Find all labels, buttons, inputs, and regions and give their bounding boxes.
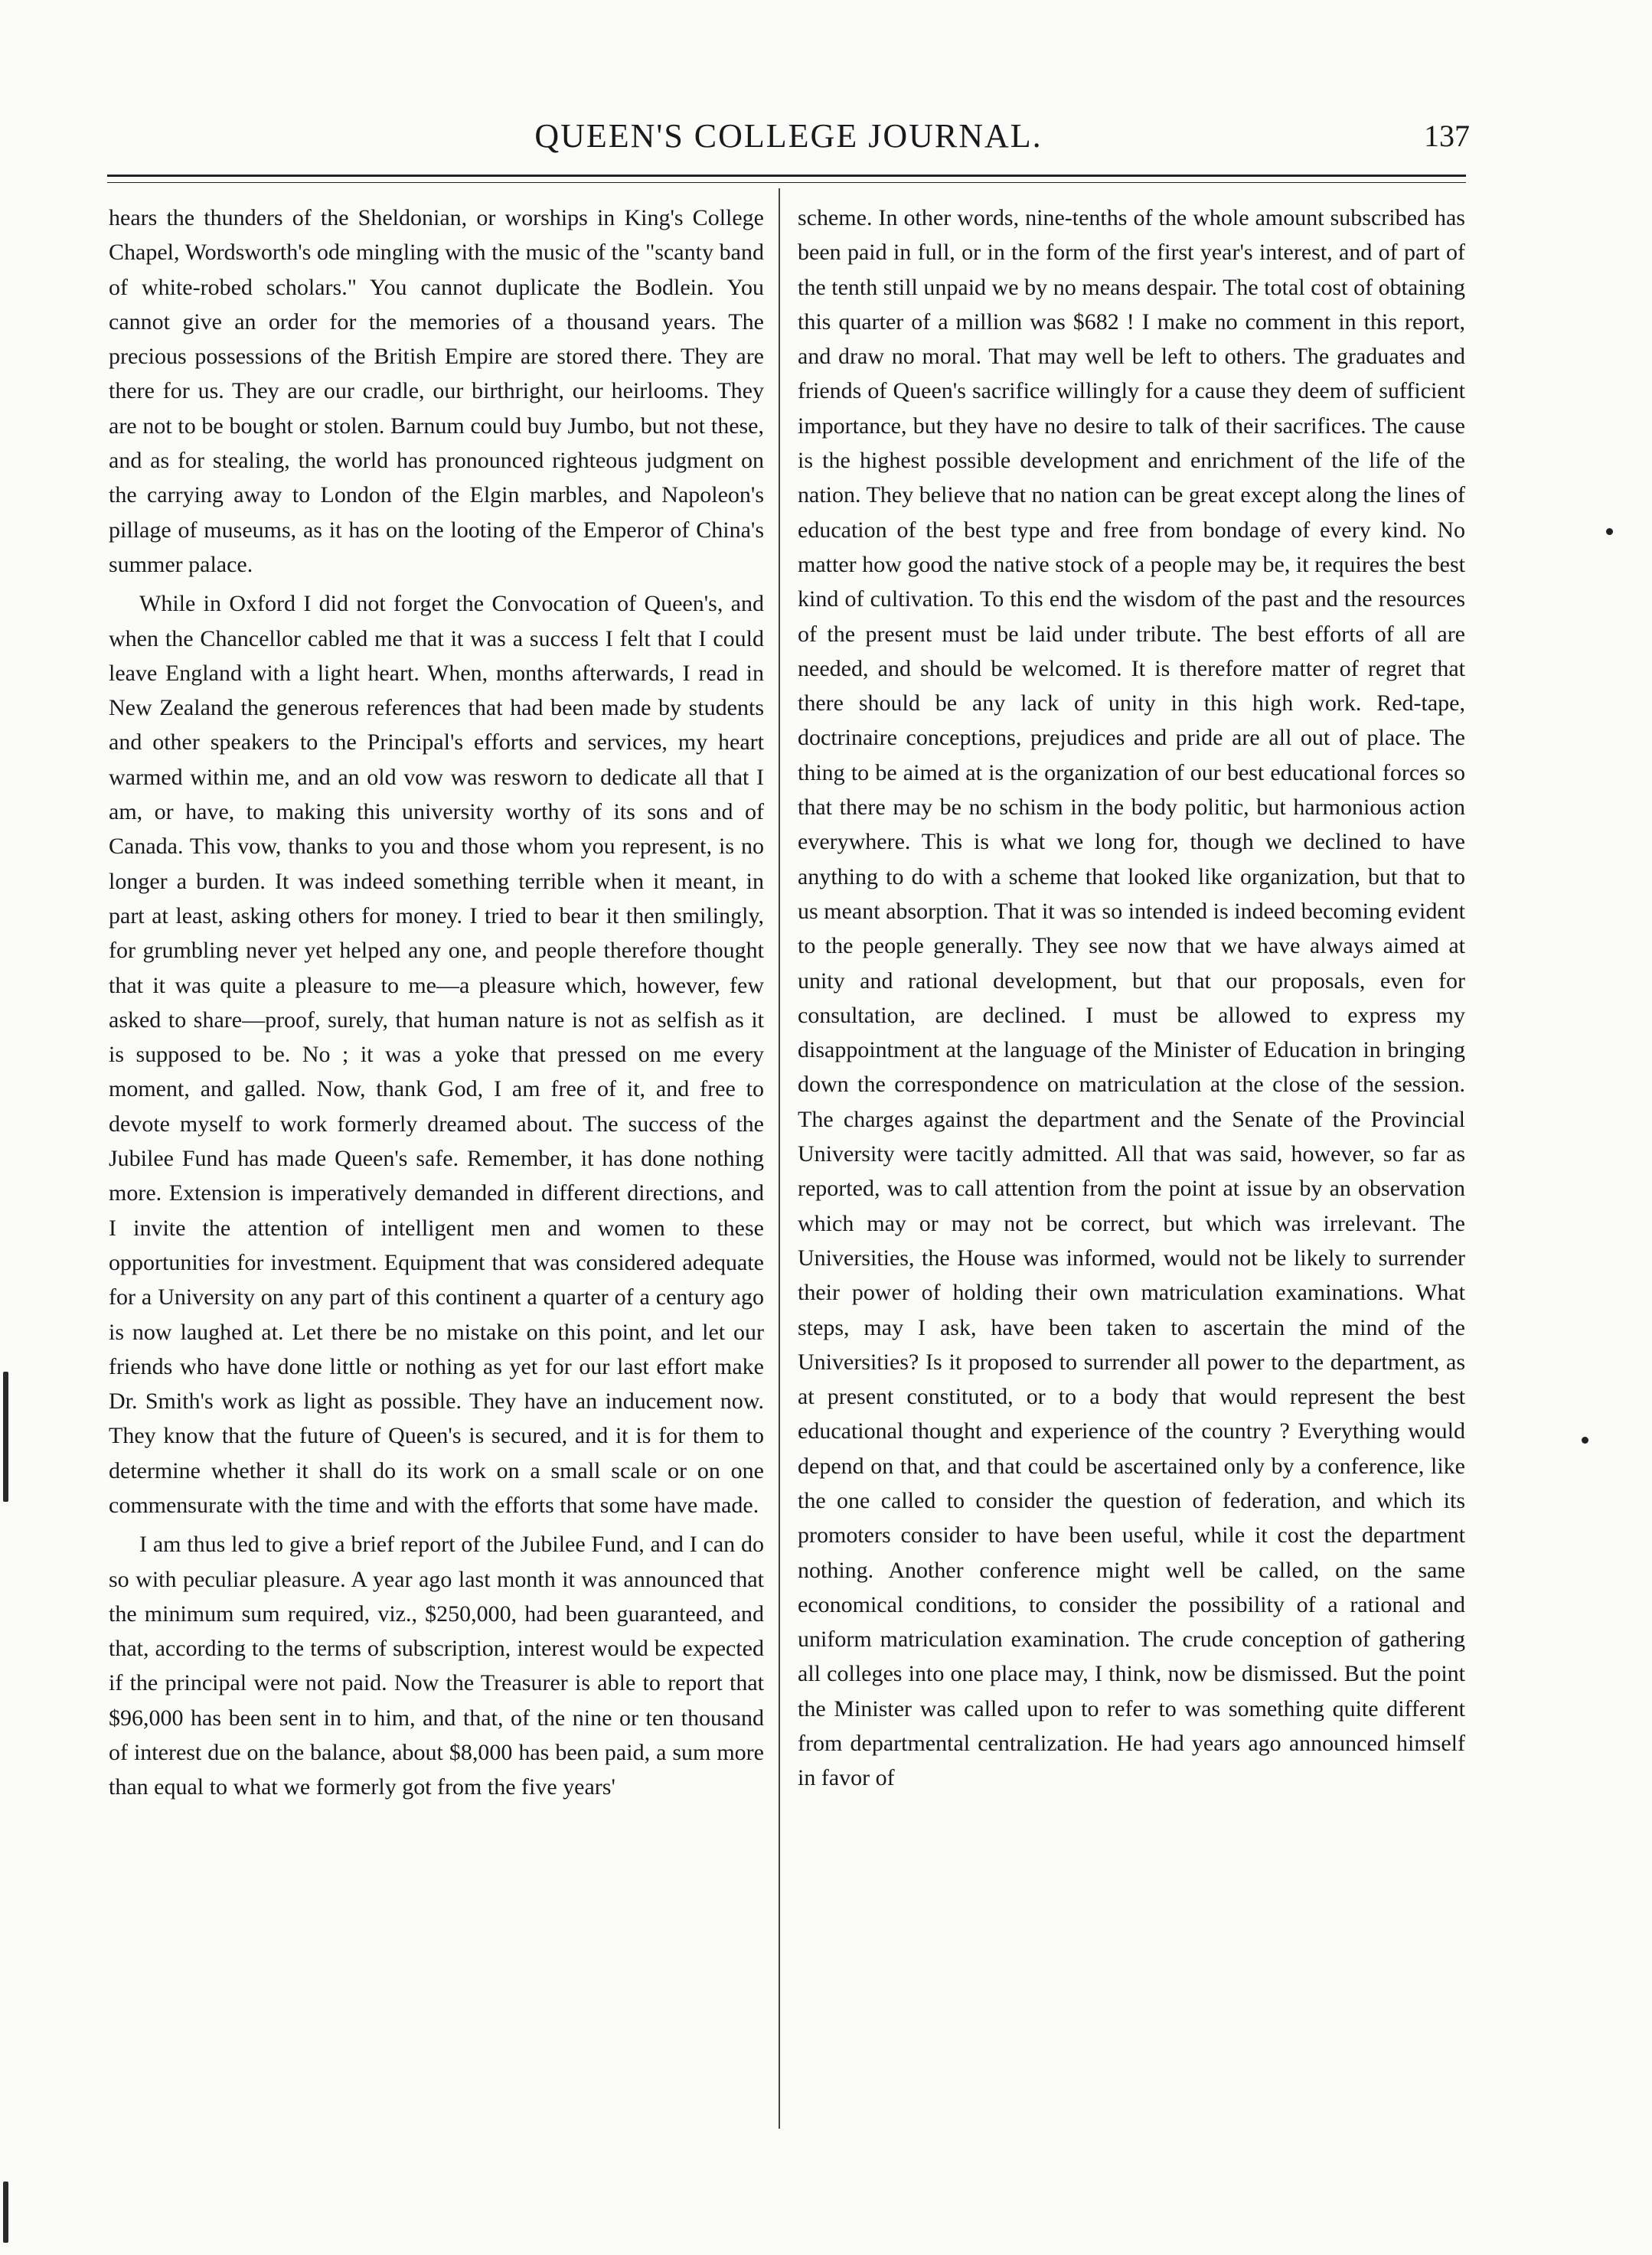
scan-edge-mark <box>3 2182 8 2243</box>
scan-speck <box>1582 1437 1588 1444</box>
scan-speck <box>1606 528 1613 535</box>
column-divider <box>779 188 780 2129</box>
right-paragraph-1: scheme. In other words, nine-tenths of the whole amount subscribed has been paid in full, or in the form of the first year's interest, and of part of the tenth still unpaid we by no means despair. The total cost of obtaining this quarter of a million was $682 ! I make no comment in this report, and draw no moral. That may well be left to others. The graduates and friends of Queen's sacrifice willingly for a cause they deem of sufficient importance, but they have no desire to talk of their sacrifices. The cause is the highest possible development and enrichment of the life of the nation. They believe that no nation can be great except along the lines of education of the best type and free from bondage of every kind. No matter how good the native stock of a people may be, it requires the best kind of cultivation. To this end the wisdom of the past and the resources of the present must be laid under tribute. The best efforts of all are needed, and should be welcomed. It is therefore matter of regret that there should be any lack of unity in this high work. Red-tape, doctrinaire conceptions, prejudices and pride are all out of place. The thing to be aimed at is the organization of our best educational forces so that there may be no schism in the body politic, but harmonious action everywhere. This is what we long for, though we declined to have anything to do with a scheme that looked like organization, but that to us meant absorption. That it was so intended is indeed becoming evident to the people generally. They see now that we have always aimed at unity and rational development, but that our proposals, even for consultation, are declined. I must be allowed to express my disappointment at the language of the Minister of Education in bringing down the correspondence on matriculation at the close of the session. The charges against the department and the Senate of the Provincial University were tacitly admitted. All that was said, however, so far as reported, was to call attention from the point at issue by an observation which may or may not be correct, but which was irrelevant. The Universities, the House was informed, would not be likely to surrender their power of holding their own matriculation examinations. What steps, may I ask, have been taken to ascertain the mind of the Universities? Is it proposed to surrender all power to the department, as at present constituted, or to a body that would represent the best educational thought and experience of the country ? Everything would depend on that, and that could be ascertained only by a conference, like the one called to consider the question of federation, and which its promoters consider to have been useful, while it cost the department nothing. Another conference might well be called, on the same economical conditions, to consider the possibility of a rational and uniform matriculation examination. The crude conception of gathering all colleges into one place may, I think, now be dismissed. But the point the Minister was called upon to refer to was something quite different from departmental centralization. He had years ago announced himself in favor of <box>798 205 1465 1791</box>
scan-edge-mark <box>3 1372 8 1502</box>
header-rule-thin <box>107 182 1466 183</box>
left-paragraph-1: hears the thunders of the Sheldonian, or worships in King's College Chapel, Wordsworth's ode mingling with the music of the "scanty band of white-robed scholars." You cannot duplicate the Bodlein. You cannot give an order for the memories of a thousand years. The precious possessions of the British Empire are stored there. They are there for us. They are our cradle, our birthright, our heirlooms. They are not to be bought or stolen. Barnum could buy Jumbo, but not these, and as for stealing, the world has pronounced righteous judgment on the carrying away to London of the Elgin marbles, and Napoleon's pillage of museums, as it has on the looting of the Emperor of China's summer palace. <box>109 205 764 577</box>
page-header <box>107 115 1470 168</box>
journal-title: QUEEN'S COLLEGE JOURNAL. <box>534 117 1043 155</box>
header-rule-thick <box>107 175 1466 177</box>
left-paragraph-2: While in Oxford I did not forget the Convocation of Queen's, and when the Chancellor cabled me that it was a success I felt that I could leave England with a light heart. When, months afterwards, I read in New Zealand the generous references that had been made by students and other speakers to the Principal's efforts and services, my heart warmed within me, and an old vow was resworn to dedicate all that I am, or have, to making this university worthy of its sons and of Canada. This vow, thanks to you and those whom you represent, is no longer a burden. It was indeed something terrible when it meant, in part at least, asking others for money. I tried to bear it then smilingly, for grumbling never yet helped any one, and people therefore thought that it was quite a pleasure to me—a pleasure which, however, few asked to share—proof, surely, that human nature is not as selfish as it is supposed to be. No ; it was a yoke that pressed on me every moment, and galled. Now, thank God, I am free of it, and free to devote myself to work formerly dreamed about. The success of the Jubilee Fund has made Queen's safe. Remember, it has done nothing more. Extension is imperatively demanded in different directions, and I invite the attention of intelligent men and women to these opportunities for investment. Equipment that was considered adequate for a University on any part of this continent a quarter of a century ago is now laughed at. Let there be no mistake on this point, and let our friends who have done little or nothing as yet for our last effort make Dr. Smith's work as light as possible. They have an inducement now. They know that the future of Queen's is secured, and it is for them to determine whether it shall do its work on a small scale or on one commensurate with the time and with the efforts that some have made. <box>109 591 764 1518</box>
left-column <box>109 201 764 1805</box>
page-number: 137 <box>1424 119 1470 153</box>
left-paragraph-3: I am thus led to give a brief report of the Jubilee Fund, and I can do so with peculiar pleasure. A year ago last month it was announced that the minimum sum required, viz., $250,000, had been guaranteed, and that, according to the terms of subscription, interest would be expected if the principal were not paid. Now the Treasurer is able to report that $96,000 has been sent in to him, and that, of the nine or ten thousand of interest due on the balance, about $8,000 has been paid, a sum more than equal to what we formerly got from the five years' <box>109 1532 764 1800</box>
right-column <box>798 201 1465 1796</box>
